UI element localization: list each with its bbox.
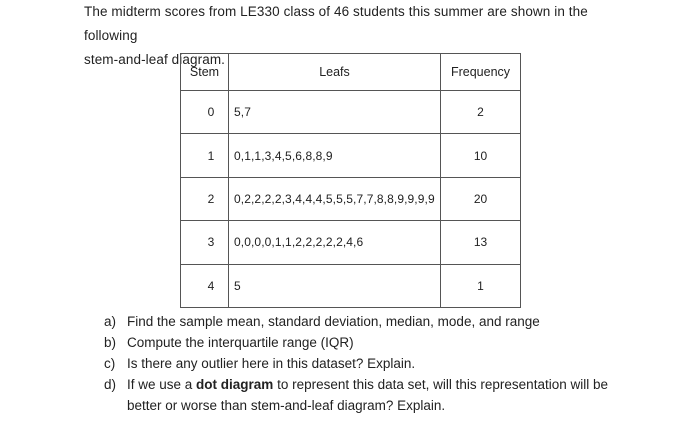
stem-and-leaf-table <box>180 53 521 308</box>
stem-cell: 2 <box>181 177 229 220</box>
question-c-letter: c) <box>104 356 116 371</box>
table-row <box>181 264 521 307</box>
leafs-cell: 5,7 <box>229 91 441 134</box>
question-d-post: to represent this data set, will this representation will be better or worse than stem-and-leaf diagram? Explain. <box>127 377 608 413</box>
intro-line-1: The midterm scores from LE330 class of 46 students this summer are shown in the following <box>84 4 588 43</box>
leafs-cell: 0,0,0,0,1,1,2,2,2,2,2,4,6 <box>229 221 441 264</box>
question-list <box>104 311 644 416</box>
stem-cell: 0 <box>181 91 229 134</box>
question-b <box>104 332 644 353</box>
question-c <box>104 353 644 374</box>
intro-line-2: stem-and-leaf diagram. <box>84 52 226 67</box>
question-a-text: Find the sample mean, standard deviation, median, mode, and range <box>127 314 540 329</box>
frequency-cell: 1 <box>441 264 521 307</box>
stem-cell: 3 <box>181 221 229 264</box>
leafs-cell: 0,2,2,2,2,3,4,4,4,5,5,5,7,7,8,8,9,9,9,9 <box>229 177 441 220</box>
stem-cell: 1 <box>181 134 229 177</box>
question-d-bold-term: dot diagram <box>196 377 274 392</box>
question-d-text <box>127 374 644 416</box>
table-row <box>181 177 521 220</box>
question-a <box>104 311 644 332</box>
header-stem: Stem <box>181 54 229 91</box>
question-b-text: Compute the interquartile range (IQR) <box>127 335 354 350</box>
frequency-cell: 20 <box>441 177 521 220</box>
question-d-pre: If we use a <box>127 377 197 392</box>
frequency-cell: 2 <box>441 91 521 134</box>
stem-cell: 4 <box>181 264 229 307</box>
header-frequency: Frequency <box>441 54 521 91</box>
leafs-cell: 5 <box>229 264 441 307</box>
frequency-cell: 13 <box>441 221 521 264</box>
question-d <box>104 374 644 416</box>
header-leafs: Leafs <box>229 54 441 91</box>
table-header-row <box>181 54 521 91</box>
table-row <box>181 221 521 264</box>
question-b-letter: b) <box>104 335 117 350</box>
question-c-text: Is there any outlier here in this dataset? Explain. <box>127 356 416 371</box>
leafs-cell: 0,1,1,3,4,5,6,8,8,9 <box>229 134 441 177</box>
question-a-letter: a) <box>104 314 117 329</box>
question-d-letter: d) <box>104 377 117 392</box>
table-row <box>181 91 521 134</box>
table-row <box>181 134 521 177</box>
frequency-cell: 10 <box>441 134 521 177</box>
